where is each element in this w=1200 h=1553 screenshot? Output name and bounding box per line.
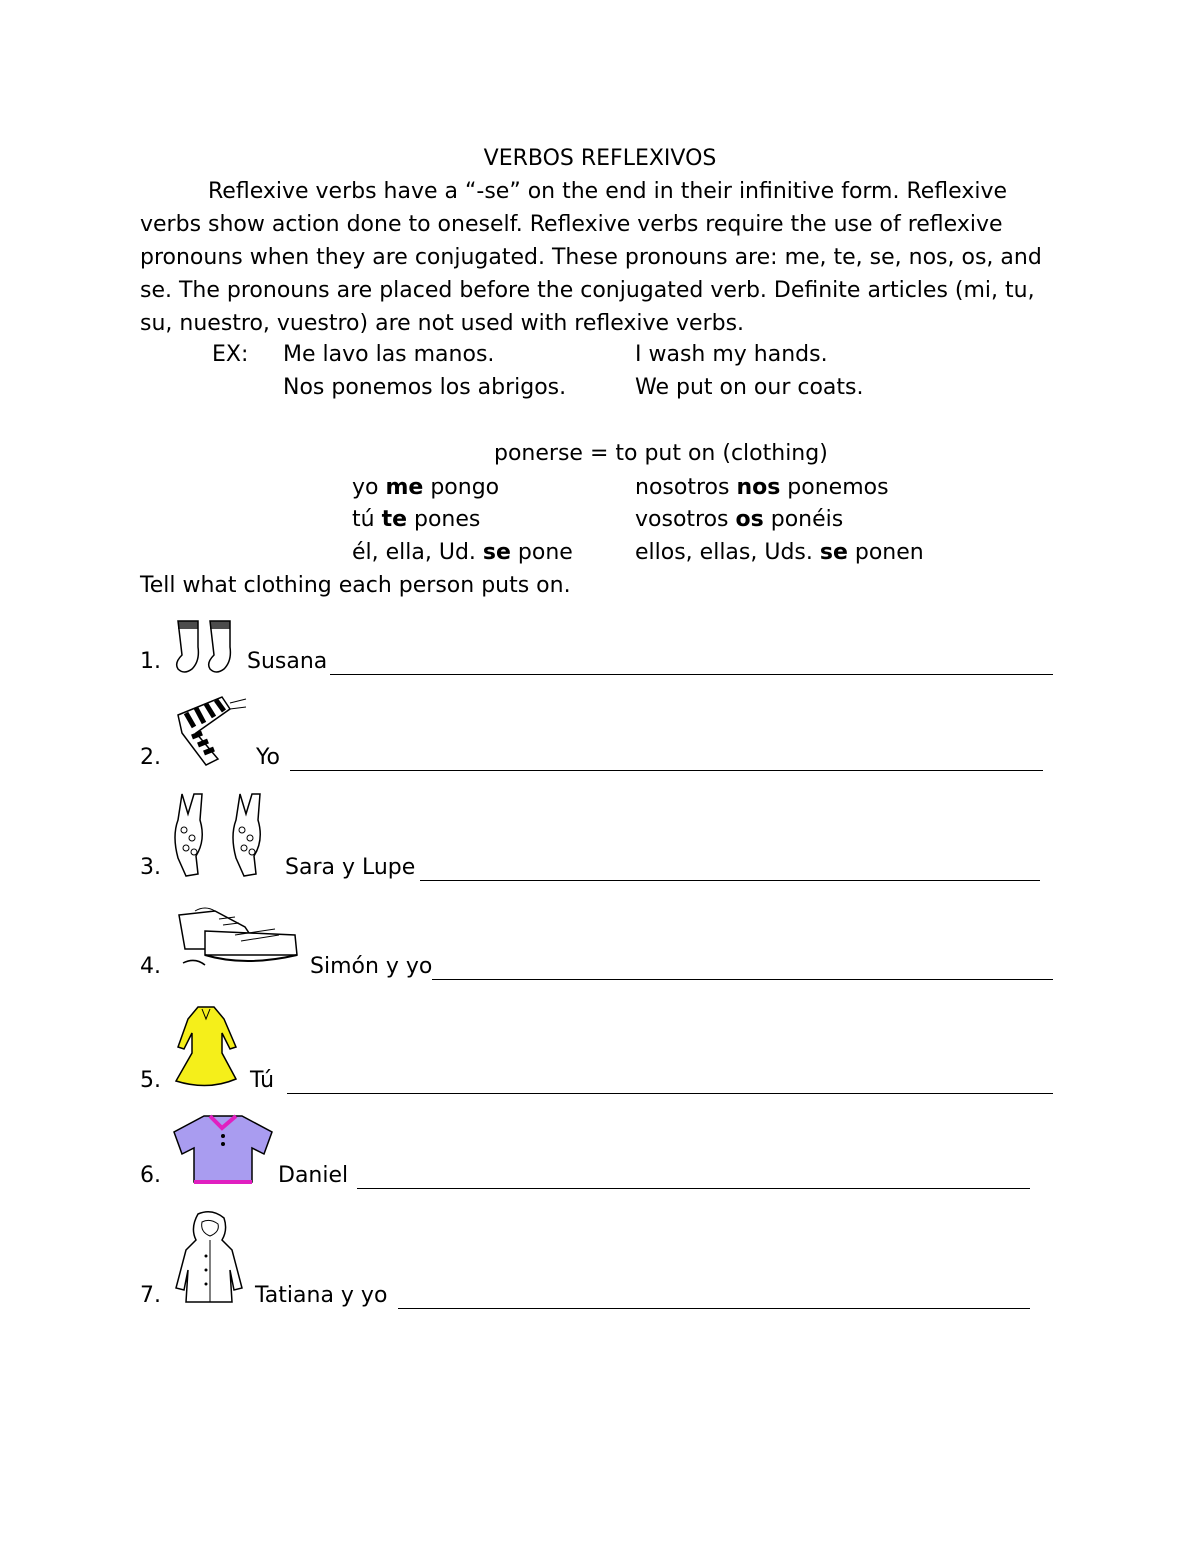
answer-line-6[interactable] (357, 1188, 1030, 1189)
pronoun-te: te (381, 507, 407, 532)
swimsuit-icon (172, 790, 287, 880)
item-subject-6: Daniel (278, 1163, 349, 1188)
item-number-1: 1. (140, 649, 161, 674)
answer-line-7[interactable] (398, 1308, 1030, 1309)
item-subject-3: Sara y Lupe (285, 855, 416, 880)
item-number-4: 4. (140, 954, 161, 979)
item-number-6: 6. (140, 1163, 161, 1188)
intro-paragraph (140, 175, 1060, 340)
conj-vosotros: vosotros os ponéis (635, 507, 844, 532)
item-subject-7: Tatiana y yo (255, 1283, 388, 1308)
conj-tu: tú te pones (352, 507, 481, 532)
sneakers-icon (175, 905, 300, 975)
coat-icon (172, 1210, 247, 1305)
item-subject-4: Simón y yo (310, 954, 433, 979)
scarf-icon (172, 693, 252, 768)
conj-ellos: ellos, ellas, Uds. se ponen (635, 540, 924, 565)
answer-line-5[interactable] (287, 1093, 1053, 1094)
item-number-3: 3. (140, 855, 161, 880)
pronoun-os: os (735, 507, 764, 532)
instruction: Tell what clothing each person puts on. (140, 573, 571, 598)
example-spanish-2: Nos ponemos los abrigos. (283, 375, 567, 400)
example-spanish-1: Me lavo las manos. (283, 342, 495, 367)
item-number-5: 5. (140, 1068, 161, 1093)
item-subject-1: Susana (247, 649, 328, 674)
answer-line-4[interactable] (432, 979, 1053, 980)
answer-line-2[interactable] (290, 770, 1043, 771)
pronoun-se-plural: se (819, 540, 848, 565)
conjugation-heading: ponerse = to put on (clothing) (494, 441, 828, 466)
item-number-2: 2. (140, 745, 161, 770)
example-label: EX: (212, 342, 249, 367)
shirt-icon (172, 1110, 277, 1190)
intro-text: Reflexive verbs have a “-se” on the end in their infinitive form. Reflexive verbs show action done to oneself. Reflexive verbs require the use of reflexive pronouns when they are conjugated. These pronouns are: me, te, se, nos, os, and se. The pronouns are placed before the conjugated verb. Definite articles (mi, tu, su, nuestro, vuestro) are not used with reflexive verbs. (140, 179, 1042, 336)
item-subject-5: Tú (250, 1068, 275, 1093)
pronoun-se: se (482, 540, 511, 565)
item-subject-2: Yo (256, 745, 280, 770)
example-english-2: We put on our coats. (635, 375, 864, 400)
conj-el: él, ella, Ud. se pone (352, 540, 573, 565)
pronoun-nos: nos (736, 475, 781, 500)
pronoun-me: me (385, 475, 424, 500)
item-number-7: 7. (140, 1283, 161, 1308)
conj-yo: yo me pongo (352, 475, 500, 500)
page-title: VERBOS REFLEXIVOS (483, 146, 717, 171)
answer-line-1[interactable] (330, 674, 1053, 675)
dress-icon (172, 1003, 244, 1091)
conj-nosotros: nosotros nos ponemos (635, 475, 889, 500)
example-english-1: I wash my hands. (635, 342, 828, 367)
answer-line-3[interactable] (420, 880, 1040, 881)
socks-icon (170, 615, 240, 675)
